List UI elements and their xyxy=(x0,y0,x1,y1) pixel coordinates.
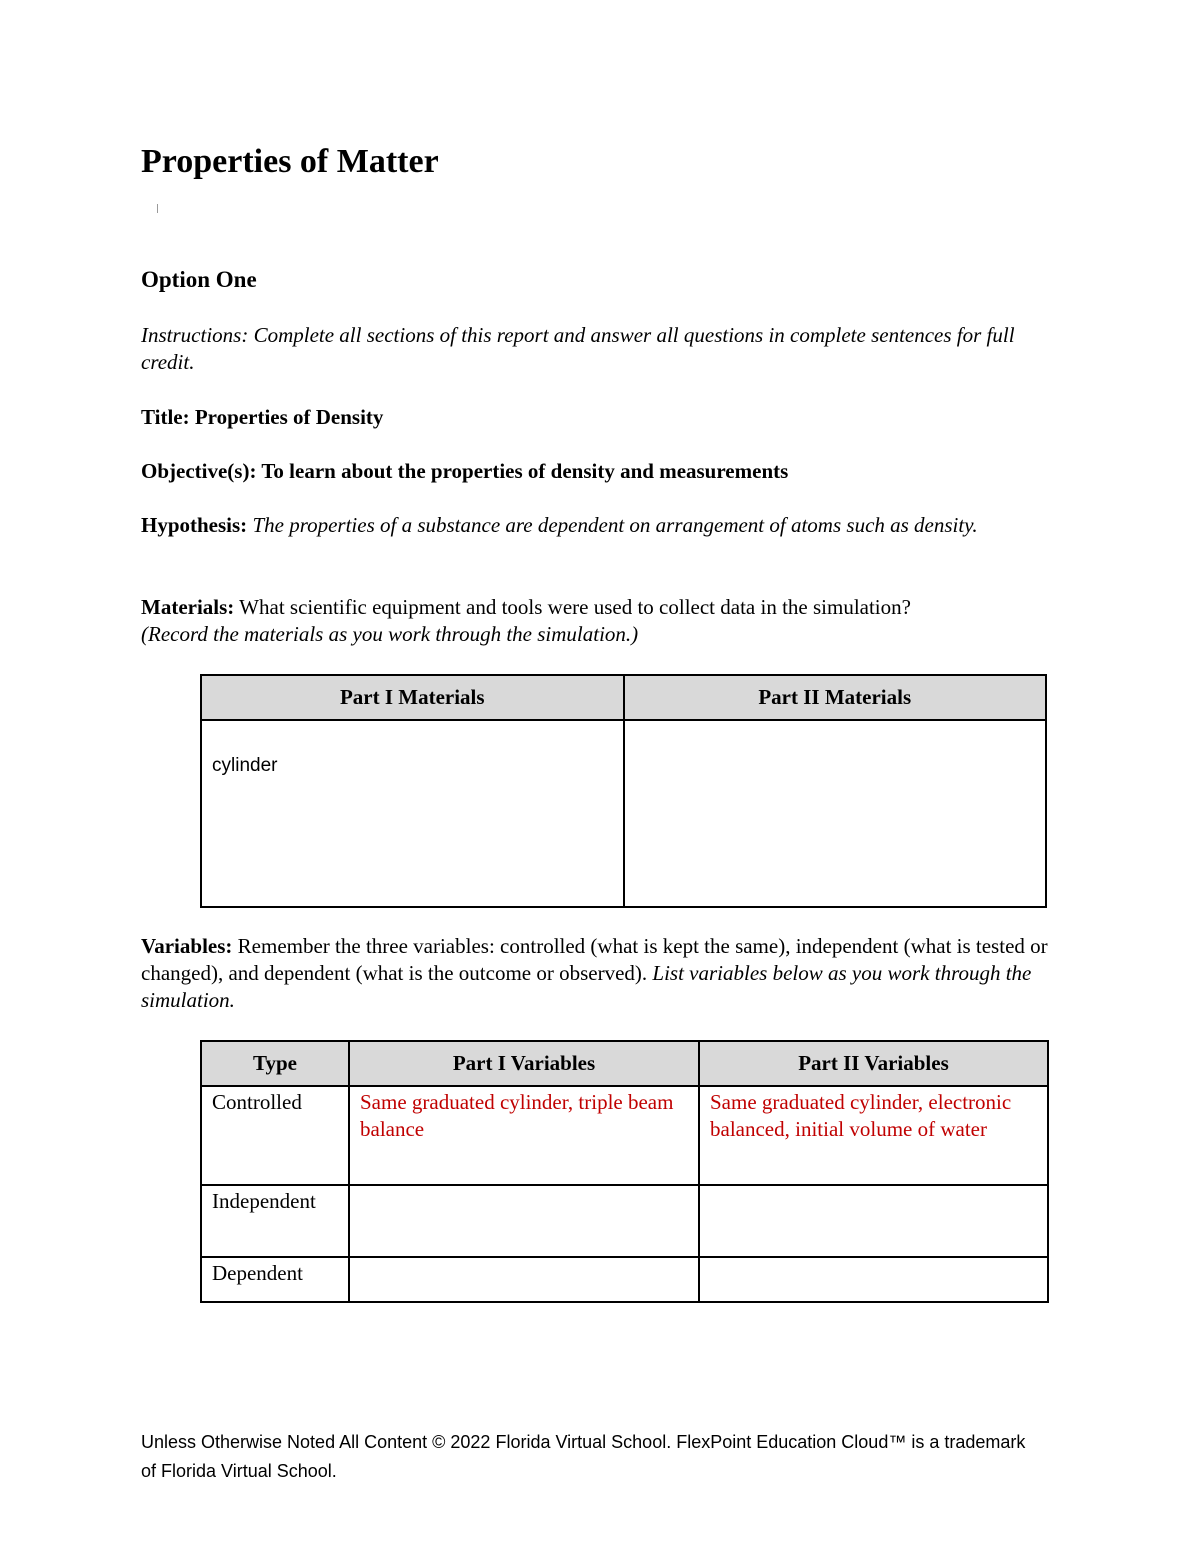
variables-line xyxy=(141,933,1053,1014)
variables-header-part2: Part II Variables xyxy=(699,1041,1048,1086)
variables-table xyxy=(200,1040,1049,1303)
hypothesis-label: Hypothesis: xyxy=(141,513,248,537)
dependent-part1-cell[interactable] xyxy=(349,1257,699,1302)
independent-part2-cell[interactable] xyxy=(699,1185,1048,1257)
title-line xyxy=(141,404,1056,431)
materials-cell-part2-text xyxy=(625,721,1046,753)
materials-cell-part2[interactable] xyxy=(624,720,1047,907)
variables-row-dependent xyxy=(201,1257,1048,1302)
materials-body-row xyxy=(201,720,1046,907)
materials-header-part2: Part II Materials xyxy=(624,675,1047,720)
materials-header-part1: Part I Materials xyxy=(201,675,624,720)
variables-row-independent xyxy=(201,1185,1048,1257)
variables-text: Remember the three variables: controlled (what is kept the same), independent (what is tested or changed), and dependent (what is the outcome or observed). xyxy=(141,934,1048,985)
variables-header-type: Type xyxy=(201,1041,349,1086)
hypothesis-line xyxy=(141,512,1056,539)
materials-header-row xyxy=(201,675,1046,720)
row-label-independent: Independent xyxy=(201,1185,349,1257)
materials-cell-part1[interactable] xyxy=(201,720,624,907)
dependent-part2-cell[interactable] xyxy=(699,1257,1048,1302)
materials-cell-part1-text: cylinder xyxy=(212,755,278,776)
materials-question: What scientific equipment and tools were used to collect data in the simulation? xyxy=(239,595,911,619)
variables-note: List variables below as you work through the simulation. xyxy=(141,961,1032,1012)
objective-value: To learn about the properties of density and measurements xyxy=(261,459,789,483)
materials-label: Materials: xyxy=(141,595,235,619)
hypothesis-value: The properties of a substance are dependent on arrangement of atoms such as density. xyxy=(252,513,978,537)
option-heading: Option One xyxy=(141,267,257,292)
variables-header-row xyxy=(201,1041,1048,1086)
independent-part1-cell[interactable] xyxy=(349,1185,699,1257)
title-value: Properties of Density xyxy=(194,405,384,429)
materials-table xyxy=(200,674,1047,908)
copyright-footer: Unless Otherwise Noted All Content © 2022 Florida Virtual School. FlexPoint Education Cloud™ is a trademark of Florida Virtual School. xyxy=(141,1432,1026,1481)
title-label: Title: xyxy=(141,405,190,429)
row-label-dependent: Dependent xyxy=(201,1257,349,1302)
instructions-text: Instructions: Complete all sections of this report and answer all questions in complete sentences for full credit. xyxy=(141,323,1015,374)
variables-header-part1: Part I Variables xyxy=(349,1041,699,1086)
controlled-part2-cell[interactable]: Same graduated cylinder, electronic balanced, initial volume of water xyxy=(699,1086,1048,1185)
variables-label: Variables: xyxy=(141,934,233,958)
controlled-part1-cell[interactable]: Same graduated cylinder, triple beam balance xyxy=(349,1086,699,1185)
variables-row-controlled xyxy=(201,1086,1048,1185)
row-label-controlled: Controlled xyxy=(201,1086,349,1185)
objective-line xyxy=(141,458,1056,485)
materials-note: (Record the materials as you work through the simulation.) xyxy=(141,622,639,646)
objective-label: Objective(s): xyxy=(141,459,257,483)
document-title: Properties of Matter xyxy=(141,143,439,180)
cursor-mark xyxy=(157,204,158,213)
materials-line xyxy=(141,594,1056,648)
